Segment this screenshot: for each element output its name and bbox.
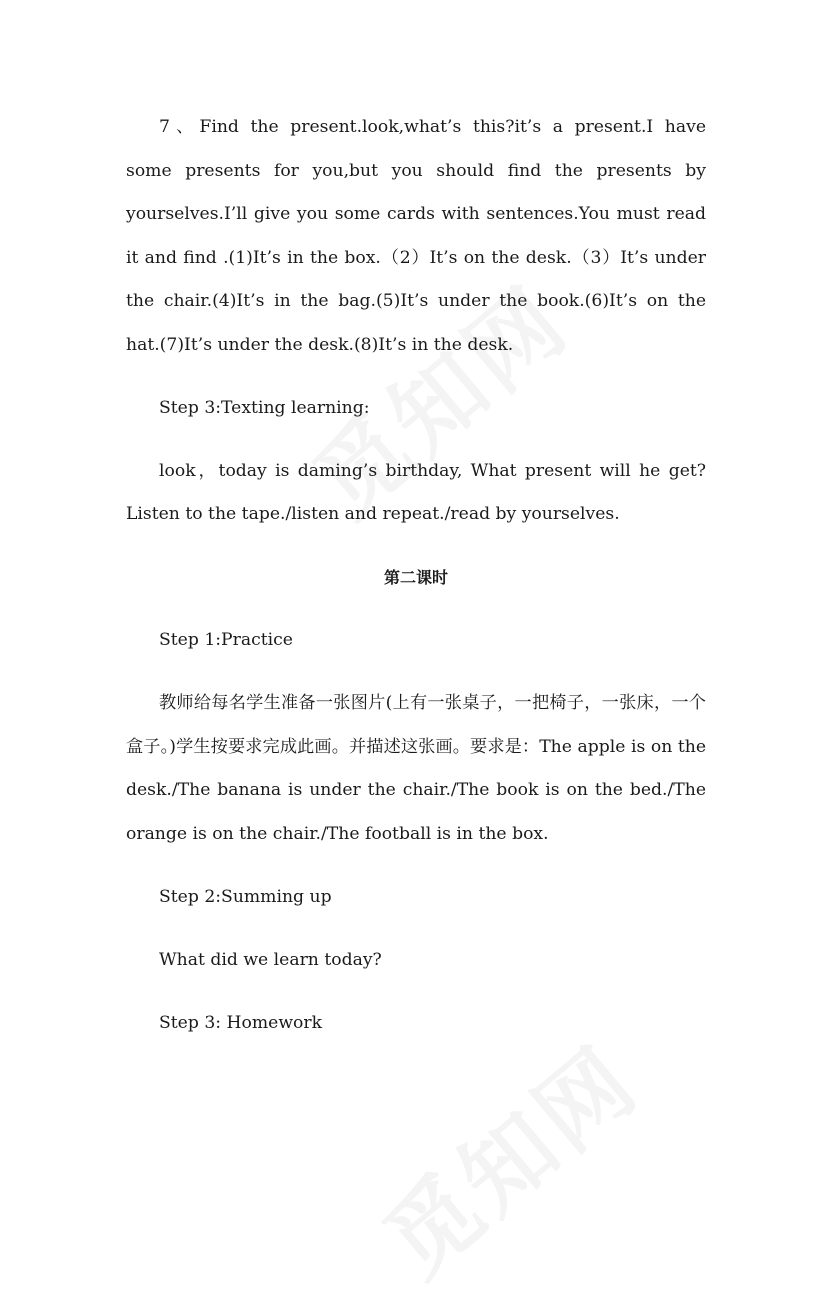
step-heading-texting-learning: Step 3:Texting learning: bbox=[159, 397, 370, 418]
paragraph-practice-instructions: 教师给每名学生准备一张图片(上有一张桌子，一把椅子，一张床，一个盒子。)学生按要求完成此画。并描述这张画。要求是：The apple is on the desk./The banana is under the chair./The book is on the bed./The orange is on the chair./The football is in the box. bbox=[126, 693, 706, 844]
paragraph-summary-question: What did we learn today? bbox=[159, 949, 382, 970]
step-heading-practice: Step 1:Practice bbox=[159, 630, 293, 650]
section-title-second-lesson: 第二课时 bbox=[383, 568, 448, 587]
document-body bbox=[126, 106, 706, 1065]
paragraph-find-present: 7、Find the present.look,what’s this?it’s a present.I have some presents for you,but you should find the presents by yourselves.I’ll give you some cards with sentences.You must read it and find .(1)It’s in the box.（2）It’s on the desk.（3）It’s under the chair.(4)It’s in the bag.(5)It’s under the book.(6)It’s on the hat.(7)It’s under the desk.(8)It’s in the desk. bbox=[126, 117, 706, 355]
step-heading-summing-up: Step 2:Summing up bbox=[159, 886, 332, 907]
paragraph-daming-birthday: look，today is daming’s birthday, What present will he get?Listen to the tape./listen and repeat./read by yourselves. bbox=[126, 460, 706, 524]
step-heading-homework: Step 3: Homework bbox=[159, 1012, 323, 1033]
